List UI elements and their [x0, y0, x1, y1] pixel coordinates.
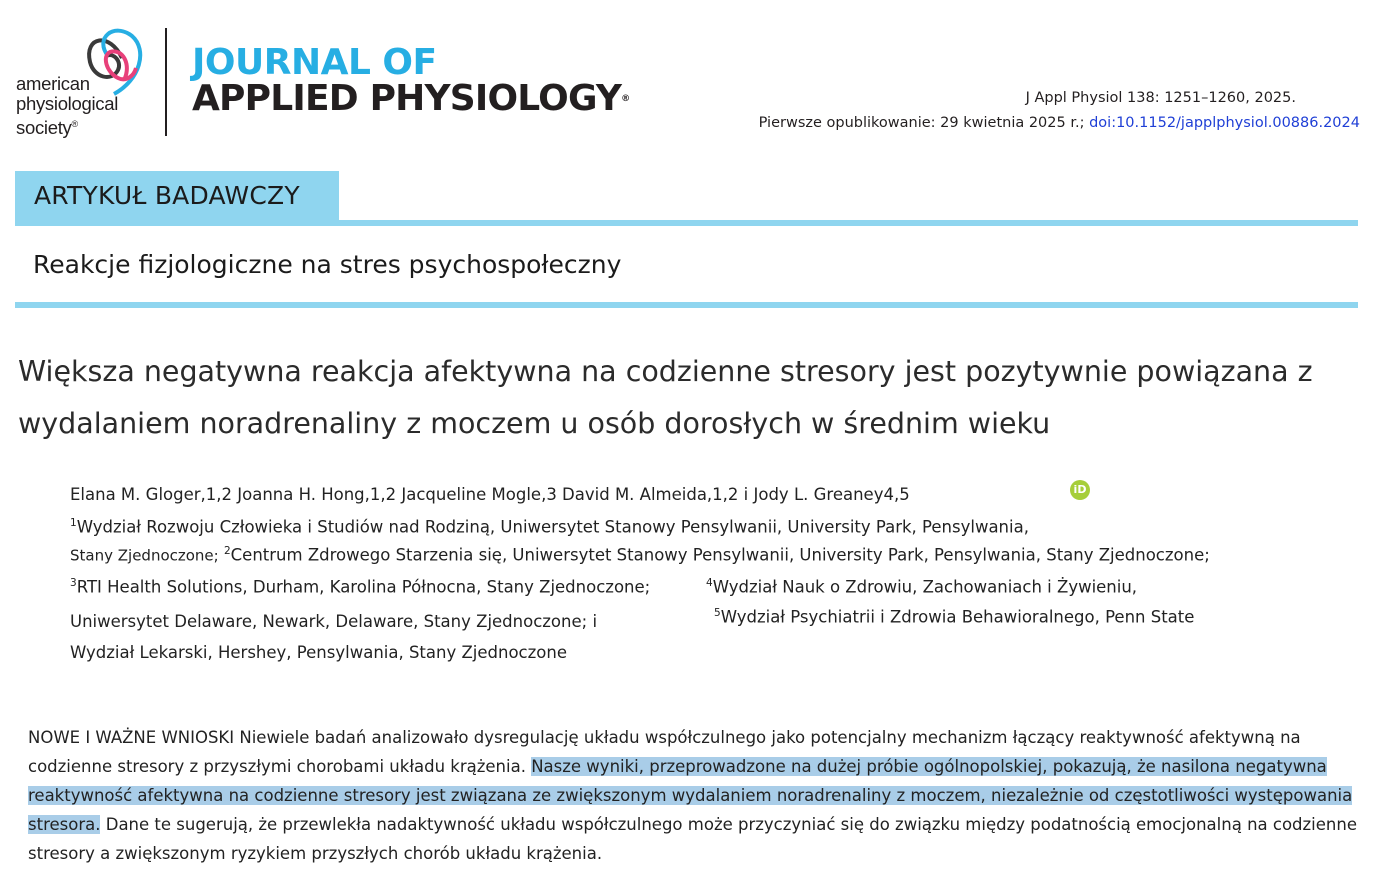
- article-type: ARTYKUŁ BADAWCZY: [34, 181, 300, 210]
- divider-rule-bottom: [15, 302, 1358, 308]
- aps-society-name: [16, 74, 118, 138]
- selected-text[interactable]: Nasze wyniki, przeprowadzone na dużej próbie ogólnopolskiej, pokazują, że nasilona negatywna reaktywność afektywna na codzienne stresory jest związana ze zwiększonym wydalaniem noradrenaliny z moczem, niezależnie od częstotliwości występowania stresora.: [28, 757, 1353, 834]
- society-line-3: society®: [16, 117, 78, 139]
- affiliation-1-text: Wydział Rozwoju Człowieka i Studiów nad Rodziną, Uniwersytet Stanowy Pensylwanii, University Park, Pensylwania,: [76, 517, 1029, 537]
- affiliation-4: [706, 577, 1137, 597]
- affiliation-1-2: [70, 545, 1210, 565]
- journal-name-line-2: APPLIED PHYSIOLOGY®: [192, 78, 630, 119]
- affiliation-3-text: RTI Health Solutions, Durham, Karolina Północna, Stany Zjednoczone;: [76, 577, 651, 597]
- affiliation-3: [70, 577, 650, 597]
- new-noteworthy-text-1: Niewiele badań analizowało dysregulację układu współczulnego jako potencjalny mechanizm łączący reaktywność afektywną na codzienne stresory z przyszłymi chorobami układu krążenia.: [28, 728, 1301, 776]
- affiliation-5-text: Wydział Psychiatrii i Zdrowia Behawioralnego, Penn State: [720, 607, 1195, 627]
- doi-link[interactable]: doi:10.1152/japplphysiol.00886.2024: [1089, 115, 1360, 131]
- citation: J Appl Physiol 138: 1251–1260, 2025.: [1025, 90, 1296, 106]
- divider-rule-top: [15, 220, 1358, 226]
- new-noteworthy: [28, 723, 1378, 868]
- affiliation-1-number: 1: [70, 517, 77, 529]
- publication-info: [759, 114, 1360, 133]
- society-line-3-text: society: [16, 117, 72, 139]
- article-title: Większa negatywna reakcja afektywna na codzienne stresory jest pozytywnie powiązana z wydalaniem noradrenaliny z moczem u osób dorosłych w średnim wieku: [18, 355, 1313, 440]
- affiliation-5: [714, 607, 1194, 627]
- publication-date: Pierwsze opublikowanie: 29 kwietnia 2025 r.;: [758, 115, 1085, 131]
- society-line-1: american: [16, 73, 90, 94]
- affiliation-2-text: Centrum Zdrowego Starzenia się, Uniwersytet Stanowy Pensylwanii, University Park, Pensylwania, Stany Zjednoczone;: [230, 545, 1210, 565]
- section-heading: Reakcje fizjologiczne na stres psychospołeczny: [33, 250, 622, 279]
- affiliation-3-number: 3: [70, 577, 77, 589]
- author-list: Elana M. Gloger,1,2 Joanna H. Hong,1,2 Jacqueline Mogle,3 David M. Almeida,1,2 i Jody L. Greaney4,5: [70, 485, 910, 504]
- affiliation-2-number: 2: [223, 545, 231, 557]
- journal-name-line-2-text: APPLIED PHYSIOLOGY: [192, 78, 622, 119]
- affiliation-5-cont: Wydział Lekarski, Hershey, Pensylwania, Stany Zjednoczone: [70, 643, 567, 662]
- affiliation-4-cont: Uniwersytet Delaware, Newark, Delaware, Stany Zjednoczone; i: [70, 612, 598, 631]
- new-noteworthy-text-3: Dane te sugerują, że przewlekła nadaktywność układu współczulnego może przyczyniać się do związku między podatnością emocjonalną na codzienne stresory a zwiększonym ryzykiem przyszłych chorób układu krążenia.: [28, 815, 1357, 863]
- affiliation-4-text: Wydział Nauk o Zdrowiu, Zachowaniach i Żywieniu,: [712, 577, 1138, 597]
- new-noteworthy-label: NOWE I WAŻNE WNIOSKI: [28, 728, 235, 747]
- orcid-icon[interactable]: iD: [1070, 480, 1090, 500]
- affiliation-5-number: 5: [714, 607, 721, 619]
- affiliation-1-text-cont: Stany Zjednoczone;: [70, 546, 219, 565]
- logo-divider: [165, 28, 167, 136]
- affiliation-4-number: 4: [706, 577, 713, 589]
- society-line-2: physiological: [16, 93, 119, 114]
- journal-name-line-1: JOURNAL OF: [192, 42, 437, 83]
- affiliation-1: [70, 517, 1029, 537]
